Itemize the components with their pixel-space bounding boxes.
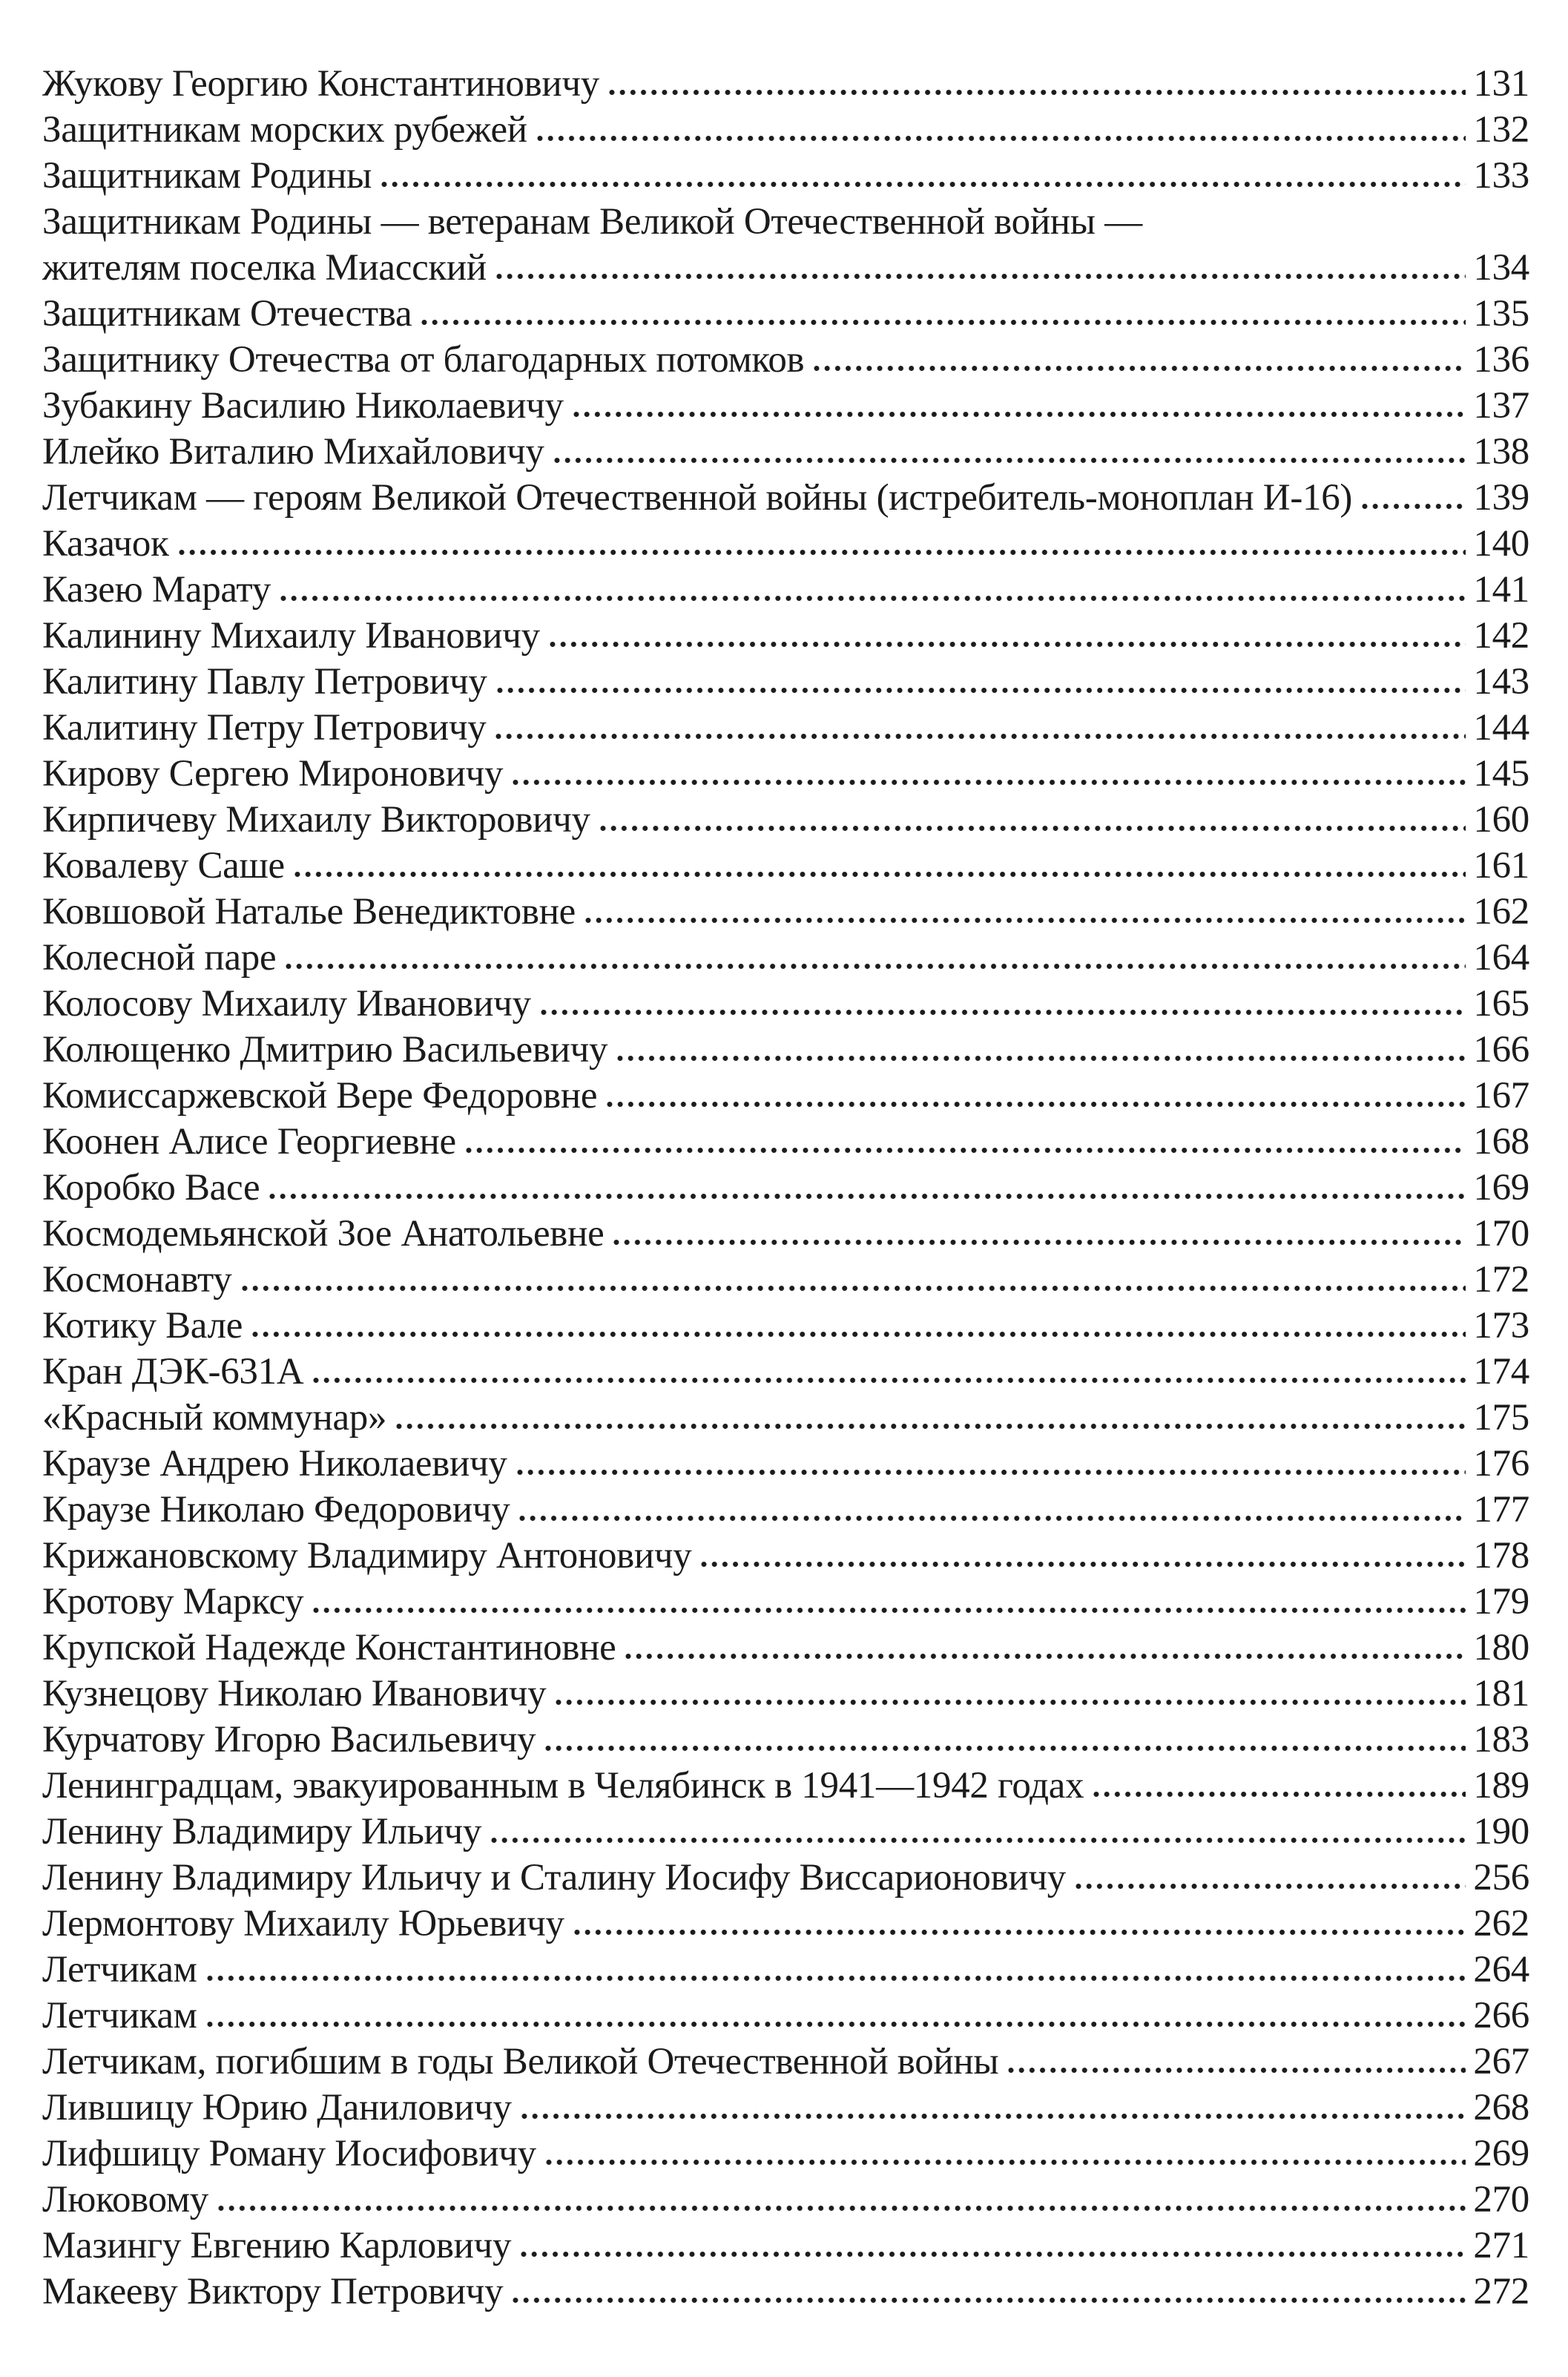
page-number: 139 xyxy=(1473,477,1529,519)
dot-leader xyxy=(205,2021,1466,2028)
dot-leader xyxy=(379,181,1466,188)
toc-entry xyxy=(42,337,1529,383)
dot-leader xyxy=(623,1653,1466,1660)
dot-leader xyxy=(494,273,1466,280)
toc-entry-title: Мазингу Евгению Карловичу xyxy=(42,2225,512,2266)
toc-entry xyxy=(42,1487,1529,1533)
toc-entry xyxy=(42,1993,1529,2039)
dot-leader xyxy=(311,1607,1466,1614)
toc-entry-title: Колющенко Дмитрию Васильевичу xyxy=(42,1029,608,1071)
toc-entry xyxy=(42,1763,1529,1809)
page-number: 262 xyxy=(1473,1903,1529,1944)
dot-leader xyxy=(510,2297,1466,2304)
toc-entry-title: Защитникам Родины xyxy=(42,155,372,197)
page-number: 272 xyxy=(1473,2271,1529,2312)
page-number: 181 xyxy=(1473,1673,1529,1714)
page-number: 175 xyxy=(1473,1397,1529,1439)
toc-entry xyxy=(42,981,1529,1027)
toc-entry-title: Кротову Марксу xyxy=(42,1581,304,1623)
toc-entry xyxy=(42,1947,1529,1993)
toc-entry-title: Зубакину Василию Николаевичу xyxy=(42,385,564,427)
toc-entry-title: Крупской Надежде Константиновне xyxy=(42,1627,616,1668)
page-number: 269 xyxy=(1473,2133,1529,2174)
dot-leader xyxy=(1073,1883,1466,1890)
dot-leader xyxy=(544,2159,1466,2166)
page-number: 173 xyxy=(1473,1305,1529,1347)
page-number: 164 xyxy=(1473,937,1529,979)
toc-entry-title: Летчикам — героям Великой Отечественной войны (истребитель-моноплан И-16) xyxy=(42,477,1353,519)
toc-entry xyxy=(42,1395,1529,1441)
page-number: 134 xyxy=(1473,247,1529,289)
toc-entry-title: Коробко Васе xyxy=(42,1167,260,1209)
toc-entry xyxy=(42,1625,1529,1671)
toc-entry xyxy=(42,1717,1529,1763)
dot-leader xyxy=(615,1055,1466,1062)
page-number: 179 xyxy=(1473,1581,1529,1623)
page-number: 138 xyxy=(1473,431,1529,473)
dot-leader xyxy=(250,1331,1466,1338)
toc-entry xyxy=(42,1349,1529,1395)
dot-leader xyxy=(489,1837,1466,1844)
toc-entry-title: Ковалеву Саше xyxy=(42,845,285,887)
toc-entry xyxy=(42,1119,1529,1165)
toc-entry xyxy=(42,2269,1529,2315)
dot-leader xyxy=(292,871,1466,878)
toc-entry-title: Кузнецову Николаю Ивановичу xyxy=(42,1673,547,1714)
dot-leader xyxy=(538,1009,1466,1016)
page-number: 183 xyxy=(1473,1719,1529,1760)
page-number: 131 xyxy=(1473,63,1529,105)
toc-entry xyxy=(42,889,1529,935)
toc-entry xyxy=(42,2223,1529,2269)
toc-entry-title: Краузе Николаю Федоровичу xyxy=(42,1489,510,1531)
page-number: 169 xyxy=(1473,1167,1529,1209)
toc-entry xyxy=(42,2085,1529,2131)
page-number: 133 xyxy=(1473,155,1529,197)
page-number: 180 xyxy=(1473,1627,1529,1668)
toc-entry-continuation xyxy=(42,245,1529,291)
dot-leader xyxy=(283,963,1466,970)
toc-entry xyxy=(42,1579,1529,1625)
toc-entry-title: «Красный коммунар» xyxy=(42,1397,387,1439)
toc-entry-title: Защитникам морских рубежей xyxy=(42,109,527,151)
toc-entry-title: Жукову Георгию Константиновичу xyxy=(42,63,599,105)
page-number: 136 xyxy=(1473,339,1529,381)
dot-leader xyxy=(216,2205,1466,2212)
dot-leader xyxy=(605,1101,1466,1108)
toc-entry xyxy=(42,659,1529,705)
page-number: 268 xyxy=(1473,2087,1529,2128)
toc-entry-title: Ленину Владимиру Ильичу xyxy=(42,1811,482,1852)
toc-entry-title: Калитину Павлу Петровичу xyxy=(42,661,487,703)
toc-entry-title: Летчикам xyxy=(42,1949,197,1990)
dot-leader xyxy=(518,2251,1466,2258)
toc-entry xyxy=(42,1671,1529,1717)
toc-entry-title: Ковшовой Наталье Венедиктовне xyxy=(42,891,576,933)
toc-entry-title: Крижановскому Владимиру Антоновичу xyxy=(42,1535,692,1577)
dot-leader xyxy=(311,1377,1466,1384)
toc-entry-title: Защитнику Отечества от благодарных потомков xyxy=(42,339,805,381)
toc-entry xyxy=(42,2131,1529,2177)
dot-leader xyxy=(177,549,1466,556)
page-number: 160 xyxy=(1473,799,1529,841)
page-number: 176 xyxy=(1473,1443,1529,1485)
toc-list xyxy=(42,61,1529,2315)
toc-entry-title: Летчикам xyxy=(42,1995,197,2036)
page-number: 145 xyxy=(1473,753,1529,795)
toc-entry xyxy=(42,1257,1529,1303)
toc-entry-title: Илейко Виталию Михайловичу xyxy=(42,431,544,473)
toc-entry-title: Котику Вале xyxy=(42,1305,243,1347)
dot-leader xyxy=(572,1929,1466,1936)
toc-entry xyxy=(42,383,1529,429)
dot-leader xyxy=(510,779,1466,786)
page-number: 132 xyxy=(1473,109,1529,151)
toc-entry xyxy=(42,475,1529,521)
page-number: 167 xyxy=(1473,1075,1529,1117)
dot-leader xyxy=(583,917,1466,924)
page-number: 161 xyxy=(1473,845,1529,887)
toc-entry xyxy=(42,751,1529,797)
toc-entry xyxy=(42,107,1529,153)
dot-leader xyxy=(278,595,1466,602)
toc-entry xyxy=(42,843,1529,889)
page-number: 144 xyxy=(1473,707,1529,749)
dot-leader xyxy=(464,1147,1466,1154)
page-number: 267 xyxy=(1473,2041,1529,2082)
dot-leader xyxy=(493,733,1466,740)
page-number: 142 xyxy=(1473,615,1529,657)
page-number: 270 xyxy=(1473,2179,1529,2220)
dot-leader xyxy=(553,1699,1466,1706)
page-number: 162 xyxy=(1473,891,1529,933)
page-number: 172 xyxy=(1473,1259,1529,1301)
toc-entry-title: Казею Марату xyxy=(42,569,271,611)
toc-entry xyxy=(42,153,1529,199)
dot-leader xyxy=(394,1423,1466,1430)
toc-entry-title: Летчикам, погибшим в годы Великой Отечественной войны xyxy=(42,2041,999,2082)
page-number: 190 xyxy=(1473,1811,1529,1852)
toc-entry-title: Лермонтову Михаилу Юрьевичу xyxy=(42,1903,564,1944)
toc-entry-title: Кирову Сергею Мироновичу xyxy=(42,753,504,795)
toc-entry-title: Курчатову Игорю Васильевичу xyxy=(42,1719,536,1760)
toc-entry-title: Кран ДЭК-631А xyxy=(42,1351,304,1393)
dot-leader xyxy=(535,135,1466,142)
page-number: 170 xyxy=(1473,1213,1529,1255)
page-number: 168 xyxy=(1473,1121,1529,1163)
page-number: 177 xyxy=(1473,1489,1529,1531)
toc-entry xyxy=(42,2039,1529,2085)
toc-entry-title: Коонен Алисе Георгиевне xyxy=(42,1121,456,1163)
toc-entry-title: Кирпичеву Михаилу Викторовичу xyxy=(42,799,590,841)
dot-leader xyxy=(699,1561,1466,1568)
page-number: 143 xyxy=(1473,661,1529,703)
dot-leader xyxy=(1006,2067,1466,2074)
toc-entry-title: Макееву Виктору Петровичу xyxy=(42,2271,504,2312)
page-number: 189 xyxy=(1473,1765,1529,1806)
page-number: 271 xyxy=(1473,2225,1529,2266)
toc-entry xyxy=(42,1533,1529,1579)
toc-entry-title: Лифшицу Роману Иосифовичу xyxy=(42,2133,536,2174)
dot-leader xyxy=(205,1975,1466,1982)
toc-entry xyxy=(42,521,1529,567)
toc-entry xyxy=(42,61,1529,107)
toc-entry-title: Космонавту xyxy=(42,1259,232,1301)
toc-entry-title: Колосову Михаилу Ивановичу xyxy=(42,983,531,1025)
page-number: 266 xyxy=(1473,1995,1529,2036)
toc-entry-title-continuation: жителям поселка Миасский xyxy=(42,247,487,289)
dot-leader xyxy=(517,1515,1466,1522)
toc-entry xyxy=(42,1303,1529,1349)
toc-entry xyxy=(42,1901,1529,1947)
toc-entry xyxy=(42,797,1529,843)
dot-leader xyxy=(607,89,1466,96)
page-number: 141 xyxy=(1473,569,1529,611)
toc-entry xyxy=(42,429,1529,475)
toc-entry xyxy=(42,705,1529,751)
toc-entry-title: Ленинградцам, эвакуированным в Челябинск в 1941—1942 годах xyxy=(42,1765,1084,1806)
toc-entry xyxy=(42,199,1529,245)
toc-entry-title: Защитникам Родины — ветеранам Великой Отечественной войны — xyxy=(42,201,1142,243)
toc-entry-title: Люковому xyxy=(42,2179,209,2220)
page-number: 256 xyxy=(1473,1857,1529,1898)
toc-entry-title: Колесной паре xyxy=(42,937,277,979)
toc-entry-title: Космодемьянской Зое Анатольевне xyxy=(42,1213,605,1255)
toc-entry xyxy=(42,1073,1529,1119)
toc-entry xyxy=(42,1211,1529,1257)
toc-entry-title: Защитникам Отечества xyxy=(42,293,412,335)
dot-leader xyxy=(552,457,1466,464)
page-number: 137 xyxy=(1473,385,1529,427)
toc-entry xyxy=(42,935,1529,981)
dot-leader xyxy=(419,319,1466,326)
page-number: 178 xyxy=(1473,1535,1529,1577)
toc-entry xyxy=(42,1027,1529,1073)
toc-entry xyxy=(42,1165,1529,1211)
toc-entry-title: Казачок xyxy=(42,523,169,565)
page-number: 264 xyxy=(1473,1949,1529,1990)
page-number: 174 xyxy=(1473,1351,1529,1393)
page-number: 166 xyxy=(1473,1029,1529,1071)
dot-leader xyxy=(515,1469,1466,1476)
toc-entry xyxy=(42,613,1529,659)
toc-entry xyxy=(42,1855,1529,1901)
toc-entry-title: Краузе Андрею Николаевичу xyxy=(42,1443,507,1485)
toc-entry xyxy=(42,1809,1529,1855)
dot-leader xyxy=(543,1745,1466,1752)
dot-leader xyxy=(495,687,1466,694)
page-number: 135 xyxy=(1473,293,1529,335)
toc-entry-title: Комиссаржевской Вере Федоровне xyxy=(42,1075,598,1117)
dot-leader xyxy=(240,1285,1466,1292)
dot-leader xyxy=(1091,1791,1466,1798)
dot-leader xyxy=(267,1193,1466,1200)
dot-leader xyxy=(611,1239,1466,1246)
toc-entry-title: Ленину Владимиру Ильичу и Сталину Иосифу Виссарионовичу xyxy=(42,1857,1066,1898)
toc-entry xyxy=(42,1441,1529,1487)
toc-entry xyxy=(42,2177,1529,2223)
dot-leader xyxy=(547,641,1466,648)
toc-entry-title: Калинину Михаилу Ивановичу xyxy=(42,615,540,657)
toc-entry-title: Калитину Петру Петровичу xyxy=(42,707,487,749)
toc-entry xyxy=(42,567,1529,613)
page-number: 165 xyxy=(1473,983,1529,1025)
dot-leader xyxy=(811,365,1466,372)
toc-entry xyxy=(42,291,1529,337)
dot-leader xyxy=(519,2113,1466,2120)
page-number: 140 xyxy=(1473,523,1529,565)
dot-leader xyxy=(598,825,1466,832)
dot-leader xyxy=(571,411,1466,418)
dot-leader xyxy=(1360,503,1466,510)
toc-entry-title: Лившицу Юрию Даниловичу xyxy=(42,2087,512,2128)
